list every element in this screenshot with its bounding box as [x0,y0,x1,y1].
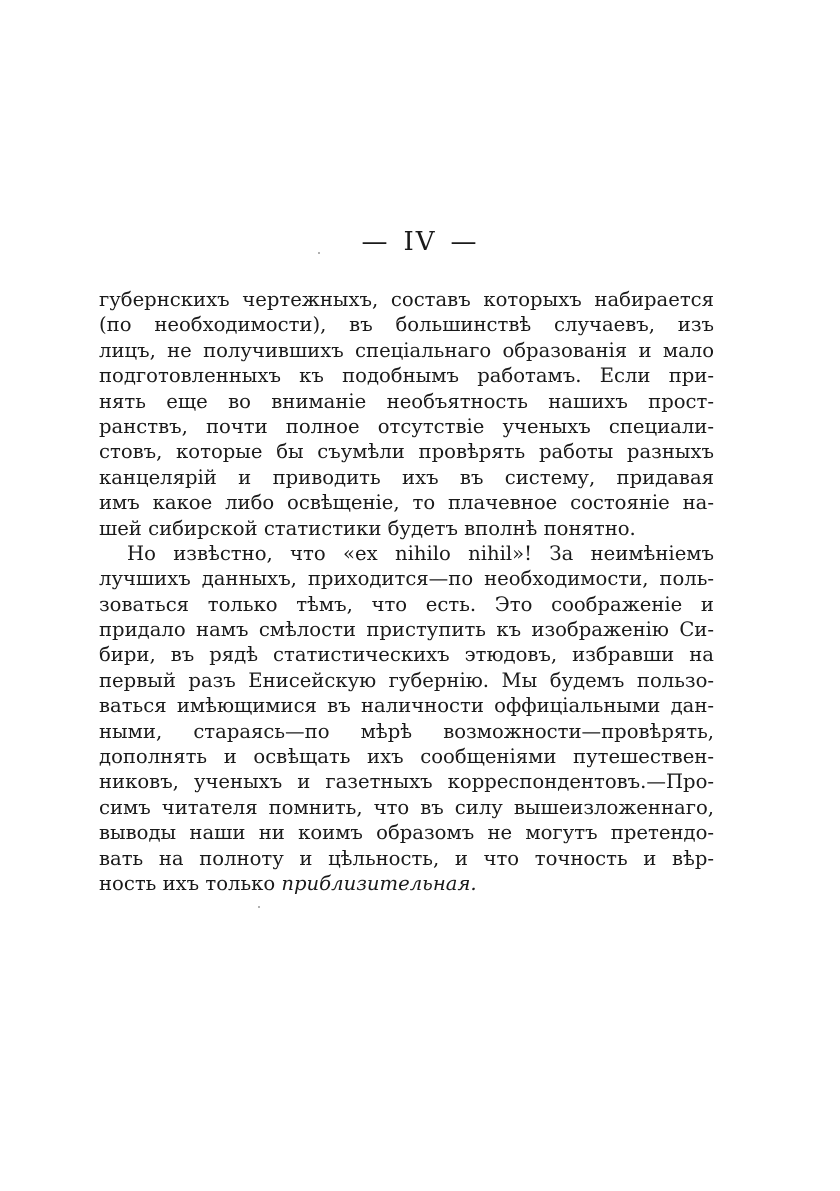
text-line: губернскихъ чертежныхъ, составъ которыхъ набирается [99,288,714,311]
text-line: зоваться только тѣмъ, что есть. Это соображеніе и [99,592,714,616]
text-line: ранствъ, почти полное отсутствіе ученыхъ специали- [99,414,714,438]
text-line: никовъ, ученыхъ и газетныхъ корреспондентовъ.—Про- [99,770,714,794]
text-line: симъ читателя помнить, что въ силу вышеизложеннаго, [99,795,714,819]
text-line: лицъ, не получившихъ спеціальнаго образованія и мало [99,338,714,362]
text-line: Но извѣстно, что «ex nihilo nihil»! За неимѣніемъ [127,541,714,565]
header-dash-right: — [450,227,479,257]
paragraph-1 [99,287,714,541]
text-line: лучшихъ данныхъ, приходится—по необходимости, поль- [99,567,714,591]
text-line: вать на полноту и цѣльность, и что точность и вѣр- [99,846,714,870]
text-line: ными, стараясь—по мѣрѣ возможности—провѣрять, [99,719,714,743]
text-line: стовъ, которые бы съумѣли провѣрять работы разныхъ [99,440,714,464]
header-dash-left: — [361,227,390,257]
print-speck [318,252,320,254]
print-speck [258,906,260,908]
body-text [99,287,714,896]
text-line: дополнять и освѣщать ихъ сообщеніями путешествен- [99,745,714,769]
page-number: IV [403,227,437,257]
text-line: выводы наши ни коимъ образомъ не могутъ претендо- [99,821,714,845]
text-line-final [99,871,714,896]
text-line: придало намъ смѣлости приступить къ изображенію Си- [99,618,714,642]
page-header [0,226,840,258]
text-line: нять еще во вниманіе необъятность нашихъ прост- [99,389,714,413]
final-line-text: ность ихъ только [99,871,282,895]
text-line: канцелярій и приводить ихъ въ систему, придавая [99,465,714,489]
text-line: подготовленныхъ къ подобнымъ работамъ. Если при- [99,364,714,388]
text-line: имъ какое либо освѣщеніе, то плачевное состояніе на- [99,491,714,515]
italic-emphasis: приблизительная. [281,871,477,895]
text-line: бири, въ рядѣ статистическихъ этюдовъ, избравши на [99,643,714,667]
text-line: ваться имѣющимися въ наличности оффиціальными дан- [99,694,714,718]
paragraph-2 [99,541,714,896]
text-line: первый разъ Енисейскую губернію. Мы будемъ пользо- [99,668,714,692]
text-line: шей сибирской статистики будетъ вполнѣ понятно. [99,516,636,540]
text-line: (по необходимости), въ большинствѣ случаевъ, изъ [99,313,714,337]
